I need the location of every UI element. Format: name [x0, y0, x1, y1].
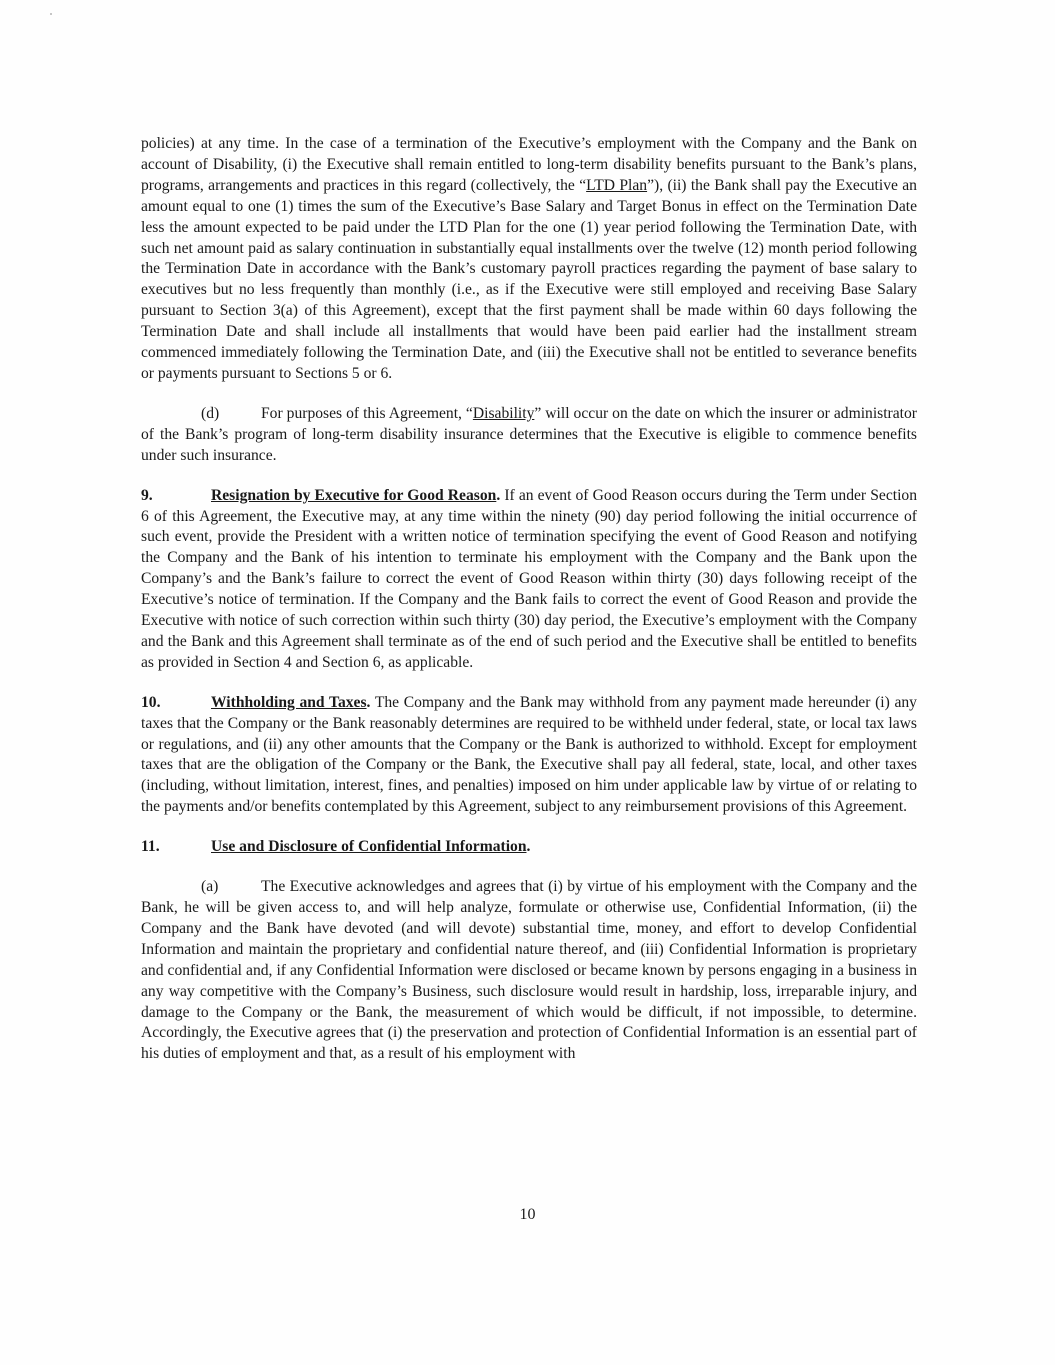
section-title: Resignation by Executive for Good Reason	[211, 486, 497, 504]
section-title-period: .	[526, 838, 531, 856]
section-11-heading	[141, 837, 917, 858]
paragraph-text: ” will occur on the date on which the insurer or administrator of the Bank’s program of long-term disability insurance determines that the Executive is eligible to commence benefits under such insurance.	[141, 404, 917, 464]
section-title-period: .	[496, 486, 501, 504]
section-10	[141, 693, 917, 818]
paragraph-text: The Executive acknowledges and agrees that (i) by virtue of his employment with the Company and the Bank, he will be given access to, and will help analyze, formulate or otherwise use, Confidential Information, (ii) the Company and the Bank have devoted (and will devote) substantial time, money, and effort to develop Confidential Information and maintain the proprietary and confidential nature thereof, and (iii) Confidential Information is proprietary and confidential and, if any Confidential Information were disclosed or became known by persons engaging in a business in any way competitive with the Company’s Business, such disclosure would result in hardship, loss, irreparable injury, and damage to the Company or the Bank, the measurement of which would be difficult, if not impossible, to determine. Accordingly, the Executive agrees that (i) the preservation and protection of Confidential Information is an essential part of his duties of employment and that, as a result of his employment with	[141, 878, 917, 1063]
paragraph-text: policies) at any time. In the case of a termination of the Executive’s employment with the Company and the Bank on account of Disability, (i) the Executive shall remain entitled to long-term disability benefits pursuant to the Bank’s plans, programs, arrangements and practices in this regard (collectively, the “	[141, 135, 917, 194]
section-9	[141, 486, 917, 674]
paragraph-text: For purposes of this Agreement, “	[261, 404, 473, 422]
section-number: 10.	[141, 693, 161, 711]
paragraph-text: The Company and the Bank may withhold from any payment made hereunder (i) any taxes that the Company or the Bank reasonably determines are required to be withheld under federal, state, or local tax laws or regulations, and (ii) any other amounts that the Company or the Bank is authorized to withhold. Except for employment taxes that are the obligation of the Company or the Bank, the Executive shall pay all federal, state, local, and other taxes (including, without limitation, interest, fines, and penalties) imposed on him under applicable law by virtue of or relating to the payments and/or benefits contemplated by this Agreement, subject to any reimbursement provisions of this Agreement.	[141, 693, 917, 816]
paragraph-text: If an event of Good Reason occurs during the Term under Section 6 of this Agreement, the Executive may, at any time within the ninety (90) day period following the initial occurrence of such event, provide the President with a written notice of termination specifying the event of Good Reason and notifying the Company and the Bank of his intention to terminate his employment with the Company and the Bank upon the Company’s and the Bank’s failure to correct the event of Good Reason within thirty (30) days following receipt of the Executive’s notice of termination. If the Company and the Bank fails to correct the event of Good Reason and provide the Executive with notice of such correction within such thirty (30) day period, the Executive’s employment with the Company and the Bank and this Agreement shall terminate as of the end of such period and the Executive shall be entitled to benefits as provided in Section 4 and Section 6, as applicable.	[141, 486, 917, 671]
defined-term-ltd-plan: LTD Plan	[586, 176, 648, 194]
scan-speck	[50, 13, 52, 15]
section-title-period: .	[366, 693, 371, 711]
section-number: 9.	[141, 486, 153, 504]
subsection-label: (d)	[201, 404, 220, 422]
paragraph-d-disability-definition	[141, 404, 917, 467]
paragraph-11a	[141, 877, 917, 1065]
defined-term-disability: Disability	[472, 404, 535, 422]
section-title: Withholding and Taxes	[211, 693, 367, 711]
page-number: 10	[519, 1206, 536, 1223]
section-title: Use and Disclosure of Confidential Information	[211, 838, 527, 856]
paragraph-text: ”), (ii) the Bank shall pay the Executive an amount equal to one (1) times the sum of the Executive’s Base Salary and Target Bonus in effect on the Termination Date less the amount expected to be paid under the LTD Plan for the one (1) year period following the Termination Date, with such net amount paid as salary continuation in substantially equal installments over the twelve (12) month period following the Termination Date in accordance with the Bank’s customary payroll practices regarding the payment of base salary to executives but no less frequently than monthly (i.e., as if the Executive were still employed and receiving Base Salary pursuant to Section 3(a) of this Agreement), except that the first payment shall be made within 60 days following the Termination Date and shall include all installments that would have been paid earlier had the installment stream commenced immediately following the Termination Date, and (iii) the Executive shall not be entitled to severance benefits or payments pursuant to Sections 5 or 6.	[141, 176, 917, 382]
subsection-label: (a)	[201, 878, 219, 896]
paragraph-disability-termination	[141, 134, 917, 385]
section-number: 11.	[141, 838, 160, 856]
document-body	[141, 134, 917, 1084]
